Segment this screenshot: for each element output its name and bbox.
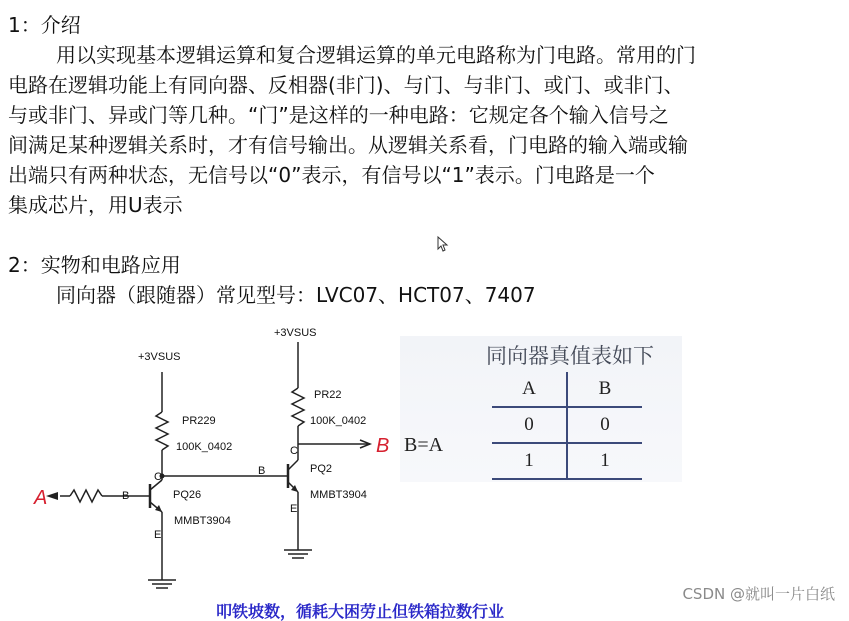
input-resistor xyxy=(70,490,102,502)
input-label-a: A xyxy=(34,487,48,509)
section-2-models: 同向器（跟随器）常见型号：LVC07、HCT07、7407 xyxy=(56,283,536,307)
q2-part: MMBT3904 xyxy=(310,489,367,501)
q1-part: MMBT3904 xyxy=(174,515,231,527)
para-line-6: 集成芯片，用U表示 xyxy=(8,193,183,217)
para-line-5: 出端只有两种状态，无信号以“0”表示，有信号以“1”表示。门电路是一个 xyxy=(8,163,655,187)
truth-table-panel xyxy=(400,336,682,482)
r1-value: 100K_0402 xyxy=(176,441,233,453)
section-1-heading: 1：介绍 xyxy=(8,13,81,37)
table-row xyxy=(492,407,642,443)
output-label-b: B xyxy=(376,435,390,457)
document-body xyxy=(8,10,838,310)
buffer-circuit-diagram xyxy=(0,312,400,612)
para-line-1: 用以实现基本逻辑运算和复合逻辑运算的单元电路称为门电路。常用的门 xyxy=(56,43,696,67)
para-line-4: 间满足某种逻辑关系时，才有信号输出。从逻辑关系看，门电路的输入端或输 xyxy=(8,133,688,157)
table-cell: 0 xyxy=(567,407,642,443)
q1-emitter-arrow xyxy=(155,505,162,512)
truth-table-title: 同向器真值表如下 xyxy=(486,344,654,368)
clipped-caption: 叩铁坡数，循耗大困劳止但铁箱拉数行业 xyxy=(216,602,505,621)
section-2-heading: 2：实物和电路应用 xyxy=(8,253,181,277)
table-cell: 1 xyxy=(567,443,642,479)
table-cell: 0 xyxy=(492,407,567,443)
q2-collector-pin: C xyxy=(290,445,298,457)
r2-resistor xyxy=(292,388,304,426)
csdn-watermark: CSDN @就叫一片白纸 xyxy=(682,585,835,603)
q2-collector-lead xyxy=(288,460,298,470)
r1-resistor xyxy=(156,412,168,450)
q2-emitter-pin: E xyxy=(290,503,298,515)
truth-table-header-a: A xyxy=(492,372,567,407)
q1-collector-pin: C xyxy=(154,471,162,483)
q2-ref: PQ2 xyxy=(310,463,333,475)
q2-base-pin: B xyxy=(258,465,266,477)
section-1-paragraph xyxy=(8,40,838,220)
truth-table xyxy=(492,372,642,480)
truth-table-header-b: B xyxy=(567,372,642,407)
r2-ref: PR22 xyxy=(314,389,342,401)
mouse-cursor-icon xyxy=(437,236,449,252)
q1-base-pin: B xyxy=(122,490,130,502)
q1-ref: PQ26 xyxy=(173,489,202,501)
r1-ref: PR229 xyxy=(182,415,216,427)
r2-supply-label: +3VSUS xyxy=(274,327,317,339)
q1-emitter-pin: E xyxy=(154,529,162,541)
r2-value: 100K_0402 xyxy=(310,415,367,427)
table-cell: 1 xyxy=(492,443,567,479)
para-line-3: 与或非门、异或门等几种。“门”是这样的一种电路：它规定各个输入信号之 xyxy=(8,103,669,127)
r1-supply-label: +3VSUS xyxy=(138,351,181,363)
logic-expression: B=A xyxy=(404,434,444,456)
table-row xyxy=(492,443,642,479)
para-line-2: 电路在逻辑功能上有同向器、反相器(非门)、与门、与非门、或门、或非门、 xyxy=(8,73,684,97)
